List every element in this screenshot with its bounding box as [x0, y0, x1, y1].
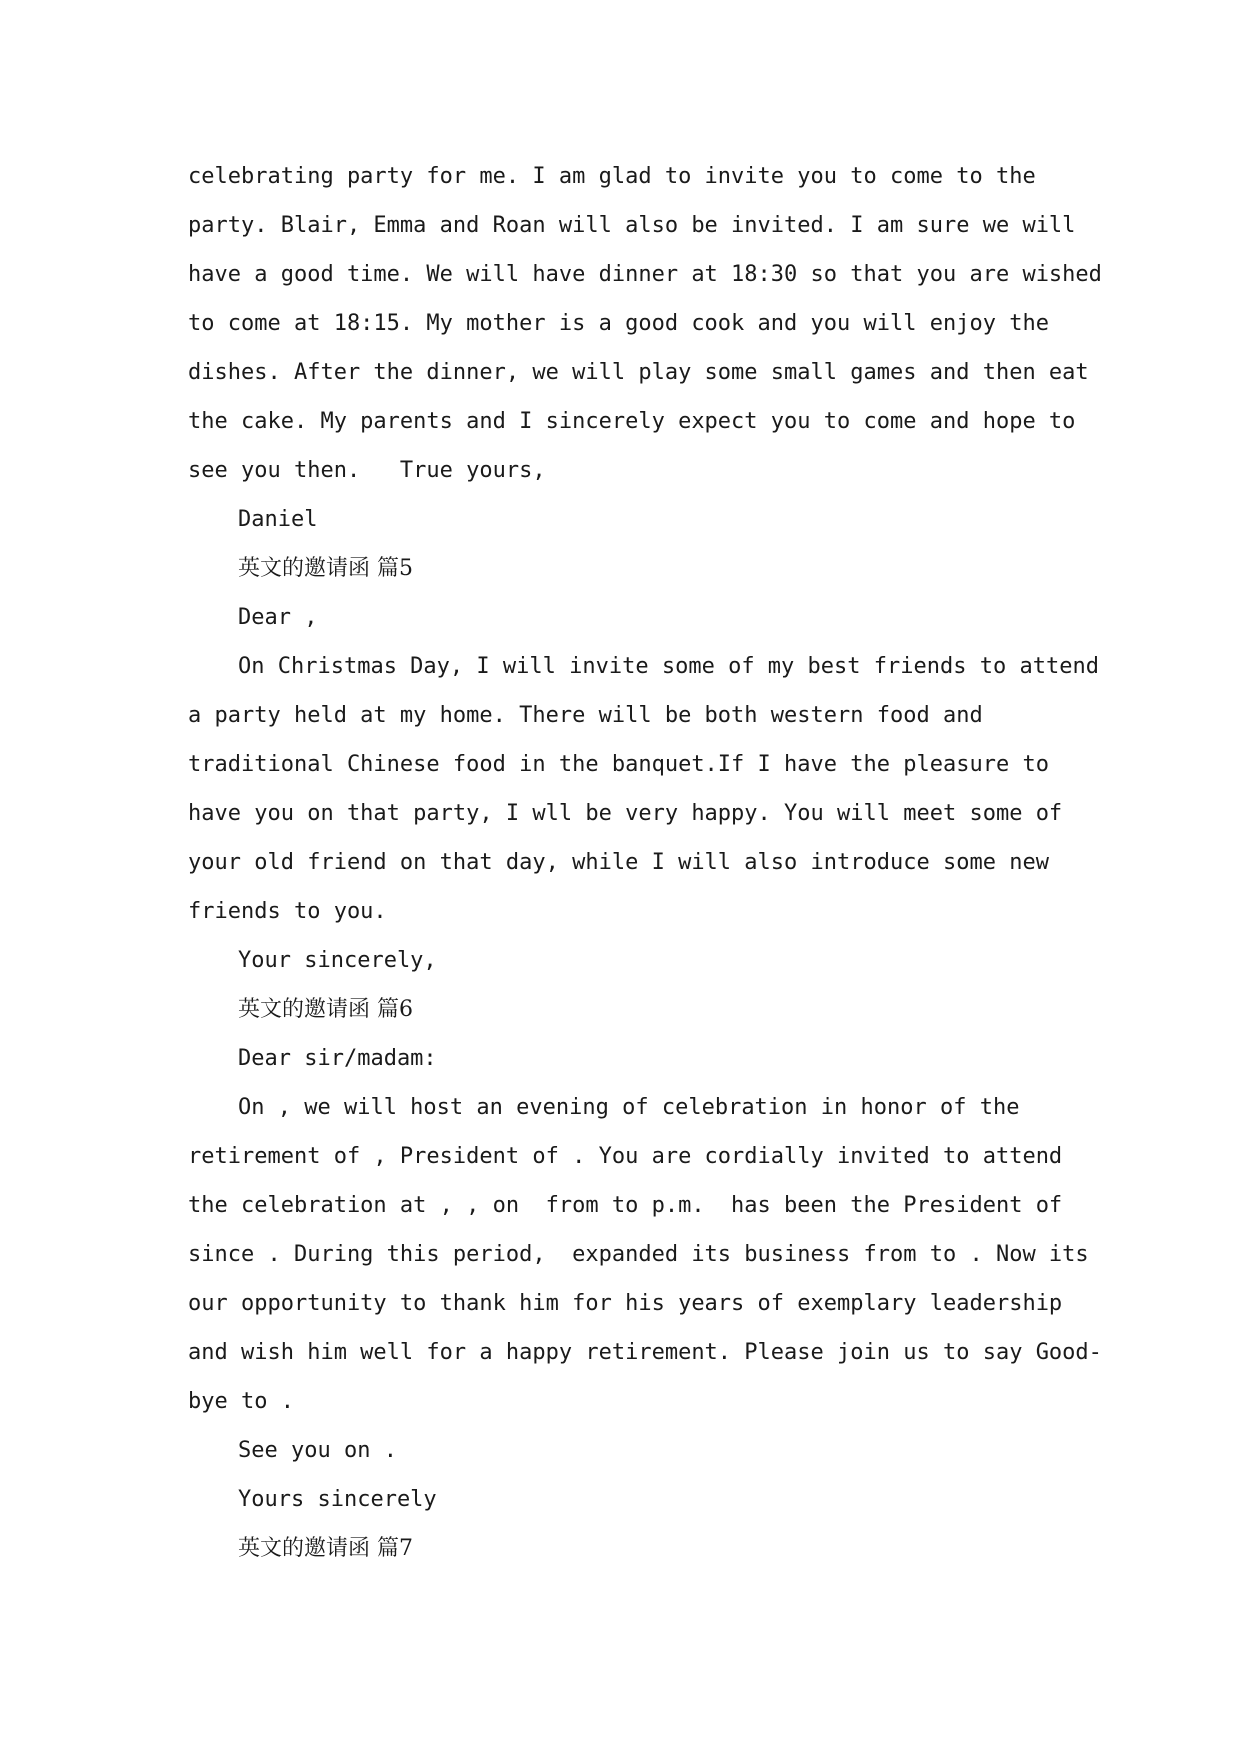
- text-line: our opportunity to thank him for his years of exemplary leadership: [188, 1291, 1063, 1316]
- section-heading: 英文的邀请函 篇6: [238, 997, 413, 1022]
- text-line: the celebration at , , on from to p.m. has been the President of: [188, 1193, 1063, 1218]
- text-line: celebrating party for me. I am glad to invite you to come to the: [188, 164, 1036, 189]
- text-line: friends to you.: [188, 899, 387, 924]
- text-line: Your sincerely,: [238, 948, 437, 973]
- text-line: have you on that party, I wll be very happy. You will meet some of: [188, 801, 1063, 826]
- text-line: dishes. After the dinner, we will play some small games and then eat: [188, 360, 1089, 385]
- text-line: a party held at my home. There will be both western food and: [188, 703, 983, 728]
- text-line: and wish him well for a happy retirement. Please join us to say Good-: [188, 1340, 1102, 1365]
- text-line: to come at 18:15. My mother is a good cook and you will enjoy the: [188, 311, 1049, 336]
- text-line: party. Blair, Emma and Roan will also be invited. I am sure we will: [188, 213, 1076, 238]
- text-line: On Christmas Day, I will invite some of my best friends to attend: [238, 654, 1099, 679]
- text-line: the cake. My parents and I sincerely expect you to come and hope to: [188, 409, 1076, 434]
- text-line: Yours sincerely: [238, 1487, 437, 1512]
- section-heading: 英文的邀请函 篇7: [238, 1536, 413, 1561]
- text-line: your old friend on that day, while I will also introduce some new: [188, 850, 1049, 875]
- text-line: have a good time. We will have dinner at 18:30 so that you are wished: [188, 262, 1102, 287]
- text-line: see you then. True yours,: [188, 458, 546, 483]
- text-line: On , we will host an evening of celebration in honor of the: [238, 1095, 1020, 1120]
- text-line: retirement of , President of . You are cordially invited to attend: [188, 1144, 1063, 1169]
- text-line: Dear ,: [238, 605, 318, 630]
- text-line: Daniel: [238, 507, 318, 532]
- text-line: See you on .: [238, 1438, 397, 1463]
- document-body: [188, 152, 1102, 1573]
- text-line: Dear sir/madam:: [238, 1046, 437, 1071]
- text-line: since . During this period, expanded its business from to . Now its: [188, 1242, 1089, 1267]
- text-line: traditional Chinese food in the banquet.If I have the pleasure to: [188, 752, 1049, 777]
- section-heading: 英文的邀请函 篇5: [238, 556, 413, 581]
- text-line: bye to .: [188, 1389, 294, 1414]
